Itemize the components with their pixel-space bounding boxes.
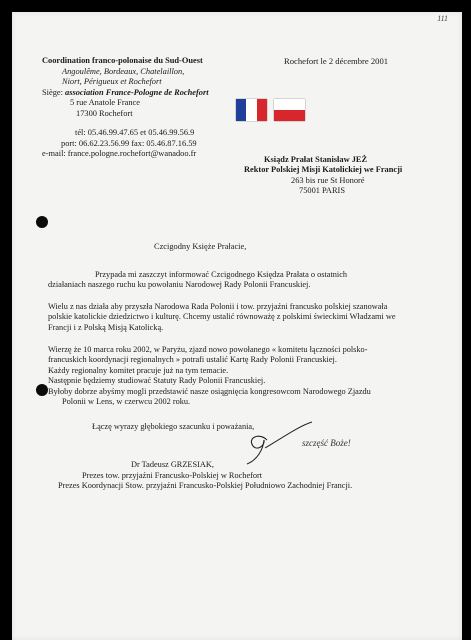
paragraph-line: działaniach naszego ruchu ku powołaniu Narodowej Rady Polonii Francuskiej.: [48, 280, 311, 290]
contact-tel: tél: 05.46.99.47.65 et 05.46.99.56.9: [75, 128, 195, 137]
signer-name: Dr Tadeusz GRZESIAK,: [131, 460, 214, 469]
paragraph-line: Następnie będziemy studiować Statuty Rady Polonii Francuskiej.: [48, 376, 266, 386]
paragraph-line: Każdy regionalny komitet pracuje już na tym temacie.: [48, 365, 229, 375]
contacts-block: [42, 128, 262, 160]
poland-flag-white: [274, 99, 305, 110]
sender-seat-name: association France-Pologne de Rochefort: [65, 87, 209, 97]
poland-flag-red: [274, 110, 305, 121]
paragraph-line: Wierzę że 10 marca roku 2002, w Paryżu, zjazd nowo powołanego « komitetu łączności polsko-: [48, 345, 368, 354]
sender-street: 5 rue Anatole France: [70, 98, 140, 108]
paragraph-line: Byłoby dobrze abyśmy mogli przedstawić nasze osiągnięcia kongresowcom Narodowego Zjazdu: [48, 386, 371, 396]
sender-cities-2: Niort, Périgueux et Rochefort: [62, 77, 162, 87]
poland-flag-icon: [274, 99, 305, 121]
contact-email: e-mail: france.pologne.rochefort@wanadoo.fr: [42, 149, 197, 159]
letter-page: [12, 12, 462, 640]
paragraph-line: polskie katolickie dziedzictwo i kulturę. Chcemy ustalić równoważę z polskimi świeckimi Władzami we: [48, 312, 396, 322]
paragraph-line: Polonii w Lens, w czerwcu 2002 roku.: [62, 397, 191, 407]
france-flag-red: [257, 99, 267, 121]
signer-role-2: Prezes Koordynacji Stow. przyjaźni Francusko-Polskiej Południowo Zachodniej Francji.: [58, 481, 353, 491]
recipient-block: [244, 155, 462, 197]
paragraph-line: Wielu z nas działa aby przyszła Narodowa Rada Polonii i tow. przyjaźni francusko polskiej szanowała: [48, 302, 388, 311]
signer-role-1: Prezes tow. przyjaźni Francusko-Polskiej w Rochefort: [82, 470, 263, 480]
sender-city: 17300 Rochefort: [76, 108, 133, 118]
paragraph-1: [48, 270, 438, 291]
signer-block: [12, 460, 412, 492]
recipient-title: Rektor Polskiej Misji Katolickiej we Francji: [244, 165, 403, 175]
contact-port-fax: port: 06.62.23.56.99 fax: 05.46.87.16.59: [61, 138, 197, 148]
paragraph-line: Francji i z Polską Misją Katolicką.: [48, 322, 164, 332]
recipient-street: 263 bis rue St Honoré: [291, 175, 365, 185]
flags: [236, 99, 326, 123]
salutation: Czcigodny Księże Prałacie,: [154, 242, 247, 251]
paragraph-3: [48, 345, 438, 407]
paragraph-line: francuskich koordynacji regionalnych » potrafi ustalić Kartę Rady Polonii Francuskiej.: [48, 355, 337, 365]
punch-hole: [36, 384, 48, 396]
sender-seat-label: Siège:: [42, 87, 63, 97]
handwritten-note: szczęść Boże!: [302, 438, 351, 448]
sender-cities-1: Angoulême, Bordeaux, Chatelaillon,: [62, 66, 185, 76]
sender-seat: [42, 88, 242, 99]
france-flag-blue: [236, 99, 246, 121]
sender-block: [42, 56, 242, 120]
punch-hole: [36, 216, 48, 228]
paragraph-2: [48, 302, 438, 333]
france-flag-white: [246, 99, 256, 121]
paragraph-line: Przypada mi zaszczyt informować Czcigodnego Księdza Prałata o ostatnich: [95, 270, 348, 279]
recipient-name: Ksiądz Prałat Stanisław JEŻ: [264, 155, 368, 164]
recipient-city: 75001 PARIS: [299, 186, 345, 196]
closing-line: Łączę wyrazy głębokiego szacunku i poważania,: [92, 422, 255, 431]
france-flag-icon: [236, 99, 267, 121]
sender-org: Coordination franco-polonaise du Sud-Ouest: [42, 56, 203, 65]
page-number: 111: [437, 14, 448, 23]
letter-date: Rochefort le 2 décembre 2001: [284, 56, 389, 66]
